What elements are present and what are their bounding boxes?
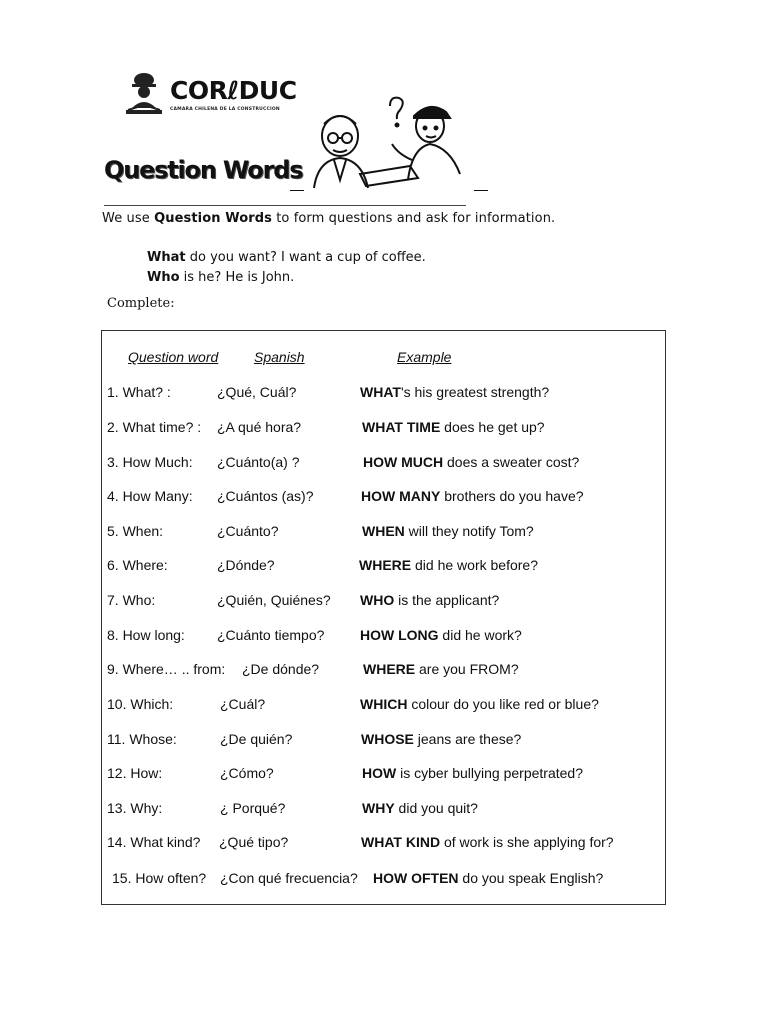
example-text: does a sweater cost? [443,454,580,470]
example-keyword: HOW MUCH [363,454,444,470]
example-keyword: HOW MANY [361,488,441,504]
table-row [0,557,768,577]
example-cell [363,454,579,470]
title-underline-right [474,190,488,191]
spanish-cell: ¿Qué, Cuál? [217,384,297,400]
example-cell [363,661,519,677]
table-row [0,800,768,820]
question-word-cell: 6. Where: [107,557,168,573]
example-keyword: HOW [362,765,397,781]
table-row [0,384,768,404]
question-word-cell: 15. How often? [112,870,207,886]
example-text: colour do you like red or blue? [407,696,599,712]
title-underline-left [290,190,304,191]
example-text: is the applicant? [394,592,500,608]
example-keyword: WHAT [360,384,401,400]
table-row [0,419,768,439]
example-cell [361,834,614,850]
example-text: of work is she applying for? [440,834,614,850]
example-keyword: WHAT KIND [361,834,441,850]
question-word-cell: 10. Which: [107,696,174,712]
question-word-cell: 13. Why: [107,800,163,816]
example-text: did he work? [438,627,522,643]
example-text: jeans are these? [413,731,522,747]
spanish-cell: ¿De quién? [220,731,293,747]
complete-label: Complete: [107,296,175,311]
question-word-cell: 3. How Much: [107,454,193,470]
example-cell [361,731,521,747]
table-row [0,523,768,543]
table-row [0,834,768,854]
example-cell [362,800,478,816]
question-word-cell: 7. Who: [107,592,156,608]
example-cell [360,384,549,400]
example-text: did you quit? [394,800,478,816]
question-word-cell: 1. What? : [107,384,171,400]
logo-brand: CORℓDUC [170,76,297,105]
intro-sentence [102,211,555,226]
question-word-cell: 5. When: [107,523,164,539]
table-row [0,870,768,890]
question-word-cell: 11. Whose: [107,731,177,747]
question-word-cell: 9. Where… .. from: [107,661,226,677]
example-keyword: Who [147,270,180,285]
example-keyword: WHERE [359,557,412,573]
spanish-cell: ¿A qué hora? [217,419,302,435]
table-row [0,454,768,474]
example-cell [359,557,538,573]
spanish-cell: ¿Cuánto(a) ? [217,454,300,470]
intro-bold: Question Words [154,211,272,226]
spanish-cell: ¿Dónde? [217,557,275,573]
example-text: is cyber bullying perpetrated? [396,765,583,781]
example-keyword: HOW OFTEN [373,870,459,886]
example-text: will they notify Tom? [404,523,534,539]
spanish-cell: ¿De dónde? [242,661,320,677]
example-text: do you want? I want a cup of coffee. [185,250,426,265]
example-text: do you speak English? [458,870,604,886]
example-line [147,270,294,285]
example-cell [362,765,583,781]
example-keyword: WHO [360,592,395,608]
example-cell [362,523,534,539]
example-text: did he work before? [411,557,538,573]
table-row [0,627,768,647]
example-cell [360,627,522,643]
logo-tagline: CAMARA CHILENA DE LA CONSTRUCCION [170,107,280,112]
example-text: 's his greatest strength? [400,384,550,400]
table-row [0,765,768,785]
header-question-word: Question word [128,349,219,365]
example-keyword: WHY [362,800,395,816]
example-line [147,250,426,265]
spanish-cell: ¿Cuál? [220,696,266,712]
question-word-cell: 8. How long: [107,627,185,643]
table-row [0,488,768,508]
header-example: Example [397,349,452,365]
spanish-cell: ¿ Porqué? [220,800,286,816]
page-title: Question Words [104,156,303,184]
example-text: does he get up? [440,419,545,435]
spanish-cell: ¿Qué tipo? [219,834,289,850]
spanish-cell: ¿Cuánto? [217,523,279,539]
spanish-cell: ¿Cómo? [220,765,274,781]
spanish-cell: ¿Quién, Quiénes? [217,592,331,608]
title-rule [104,205,466,206]
cartoon-illustration-icon [300,94,475,190]
question-word-cell: 4. How Many: [107,488,193,504]
example-keyword: WHOSE [361,731,414,747]
example-cell [361,488,584,504]
question-word-cell: 14. What kind? [107,834,201,850]
table-row [0,592,768,612]
example-text: brothers do you have? [440,488,584,504]
example-text: are you FROM? [415,661,519,677]
question-word-cell: 2. What time? : [107,419,202,435]
spanish-cell: ¿Con qué frecuencia? [220,870,358,886]
example-keyword: WHERE [363,661,416,677]
spanish-cell: ¿Cuánto tiempo? [217,627,325,643]
example-keyword: WHEN [362,523,405,539]
example-cell [373,870,603,886]
intro-prefix: We use [102,211,155,226]
table-row [0,661,768,681]
example-keyword: WHAT TIME [362,419,441,435]
example-keyword: What [147,250,186,265]
example-cell [362,419,545,435]
example-keyword: HOW LONG [360,627,439,643]
intro-suffix: to form questions and ask for information. [271,211,556,226]
example-cell [360,696,599,712]
header-spanish: Spanish [254,349,305,365]
table-row [0,731,768,751]
question-word-cell: 12. How: [107,765,163,781]
example-cell [360,592,499,608]
spanish-cell: ¿Cuántos (as)? [217,488,314,504]
example-text: is he? He is John. [179,270,295,285]
example-keyword: WHICH [360,696,408,712]
table-row [0,696,768,716]
